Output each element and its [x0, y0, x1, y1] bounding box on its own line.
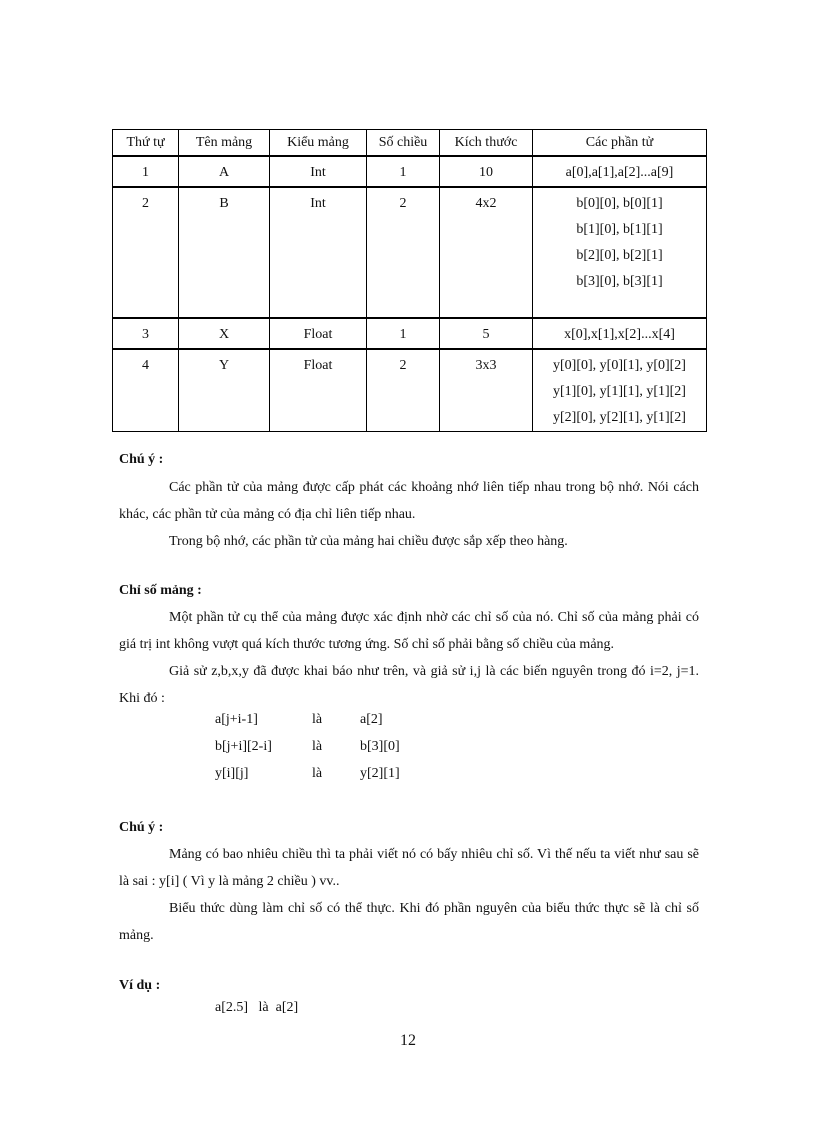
header-cell: Kiểu mảng — [270, 130, 367, 157]
element-line: y[2][0], y[2][1], y[1][2] — [553, 410, 686, 425]
example-is: là — [312, 739, 323, 754]
cell-size: 3x3 — [440, 349, 533, 432]
cell-elements — [533, 349, 707, 432]
cell-stt: 2 — [113, 187, 179, 318]
cell-elements — [533, 156, 707, 187]
cell-elements — [533, 318, 707, 349]
table-row — [113, 349, 707, 432]
example-is: là — [312, 712, 323, 727]
table-row — [113, 318, 707, 349]
example-result: y[2][1] — [360, 766, 400, 781]
example-section — [119, 972, 699, 999]
section-heading: Chỉ số mảng : — [119, 583, 202, 598]
table-row — [113, 156, 707, 187]
note-body — [119, 474, 699, 555]
example-expr: y[i][j] — [215, 766, 249, 781]
cell-dims: 1 — [367, 318, 440, 349]
header-cell: Thứ tự — [113, 130, 179, 157]
paragraph: Trong bộ nhớ, các phần tử của mảng hai chiều được sắp xếp theo hàng. — [169, 534, 568, 549]
header-cell: Tên mảng — [179, 130, 270, 157]
cell-size: 5 — [440, 318, 533, 349]
cell-dims: 2 — [367, 187, 440, 318]
example-result: a[2] — [360, 712, 383, 727]
cell-dims: 1 — [367, 156, 440, 187]
paragraph: Biểu thức dùng làm chỉ số có thể thực. Khi đó phần nguyên của biểu thức thực sẽ là chỉ số mảng. — [119, 901, 699, 943]
index-body — [119, 604, 699, 712]
cell-size: 10 — [440, 156, 533, 187]
array-table — [112, 129, 707, 432]
section-heading: Chú ý : — [119, 452, 164, 467]
page-number: 12 — [400, 1032, 416, 1049]
cell-type: Float — [270, 318, 367, 349]
section-heading: Ví dụ : — [119, 978, 161, 993]
note2-section — [119, 814, 699, 841]
header-cell: Kích thước — [440, 130, 533, 157]
example-expr: a[j+i-1] — [215, 712, 258, 727]
element-line: y[0][0], y[0][1], y[0][2] — [553, 358, 686, 373]
cell-dims: 2 — [367, 349, 440, 432]
cell-stt: 1 — [113, 156, 179, 187]
table-row — [113, 187, 707, 318]
note-section — [119, 446, 699, 473]
cell-type: Int — [270, 156, 367, 187]
cell-name: B — [179, 187, 270, 318]
cell-type: Int — [270, 187, 367, 318]
example-result: b[3][0] — [360, 739, 400, 754]
element-line: b[1][0], b[1][1] — [576, 222, 663, 237]
example-expr: b[j+i][2-i] — [215, 739, 272, 754]
element-line: x[0],x[1],x[2]...x[4] — [564, 327, 675, 342]
cell-type: Float — [270, 349, 367, 432]
cell-stt: 4 — [113, 349, 179, 432]
cell-name: X — [179, 318, 270, 349]
element-line: b[0][0], b[0][1] — [576, 196, 663, 211]
table-header-row — [113, 130, 707, 157]
cell-name: A — [179, 156, 270, 187]
index-section — [119, 577, 699, 604]
paragraph: Các phần tử của mảng được cấp phát các khoảng nhớ liên tiếp nhau trong bộ nhớ. Nói cách khác, các phần tử của mảng có địa chỉ liên tiếp nhau. — [119, 480, 699, 522]
header-cell: Số chiều — [367, 130, 440, 157]
element-line: y[1][0], y[1][1], y[1][2] — [553, 384, 686, 399]
header-cell: Các phần tử — [533, 130, 707, 157]
example-is: là — [312, 766, 323, 781]
element-line: b[2][0], b[2][1] — [576, 248, 663, 263]
cell-elements — [533, 187, 707, 318]
element-line: b[3][0], b[3][1] — [576, 274, 663, 289]
cell-size: 4x2 — [440, 187, 533, 318]
paragraph: Một phần tử cụ thể của mảng được xác định nhờ các chỉ số của nó. Chỉ số của mảng phải có giá trị int không vượt quá kích thước tương ứng. Số chỉ số phải bằng số chiều của mảng. — [119, 610, 699, 652]
section-heading: Chú ý : — [119, 820, 164, 835]
paragraph: Mảng có bao nhiêu chiều thì ta phải viết nó có bấy nhiêu chỉ số. Vì thế nếu ta viết như sau sẽ là sai : y[i] ( Vì y là mảng 2 chiều ) vv.. — [119, 847, 699, 889]
note2-body — [119, 841, 699, 949]
example-line: a[2.5] là a[2] — [215, 1000, 299, 1015]
cell-stt: 3 — [113, 318, 179, 349]
element-line: a[0],a[1],a[2]...a[9] — [565, 165, 674, 180]
paragraph: Giả sử z,b,x,y đã được khai báo như trên, và giả sử i,j là các biến nguyên trong đó i=2, j=1. Khi đó : — [119, 664, 699, 706]
cell-name: Y — [179, 349, 270, 432]
